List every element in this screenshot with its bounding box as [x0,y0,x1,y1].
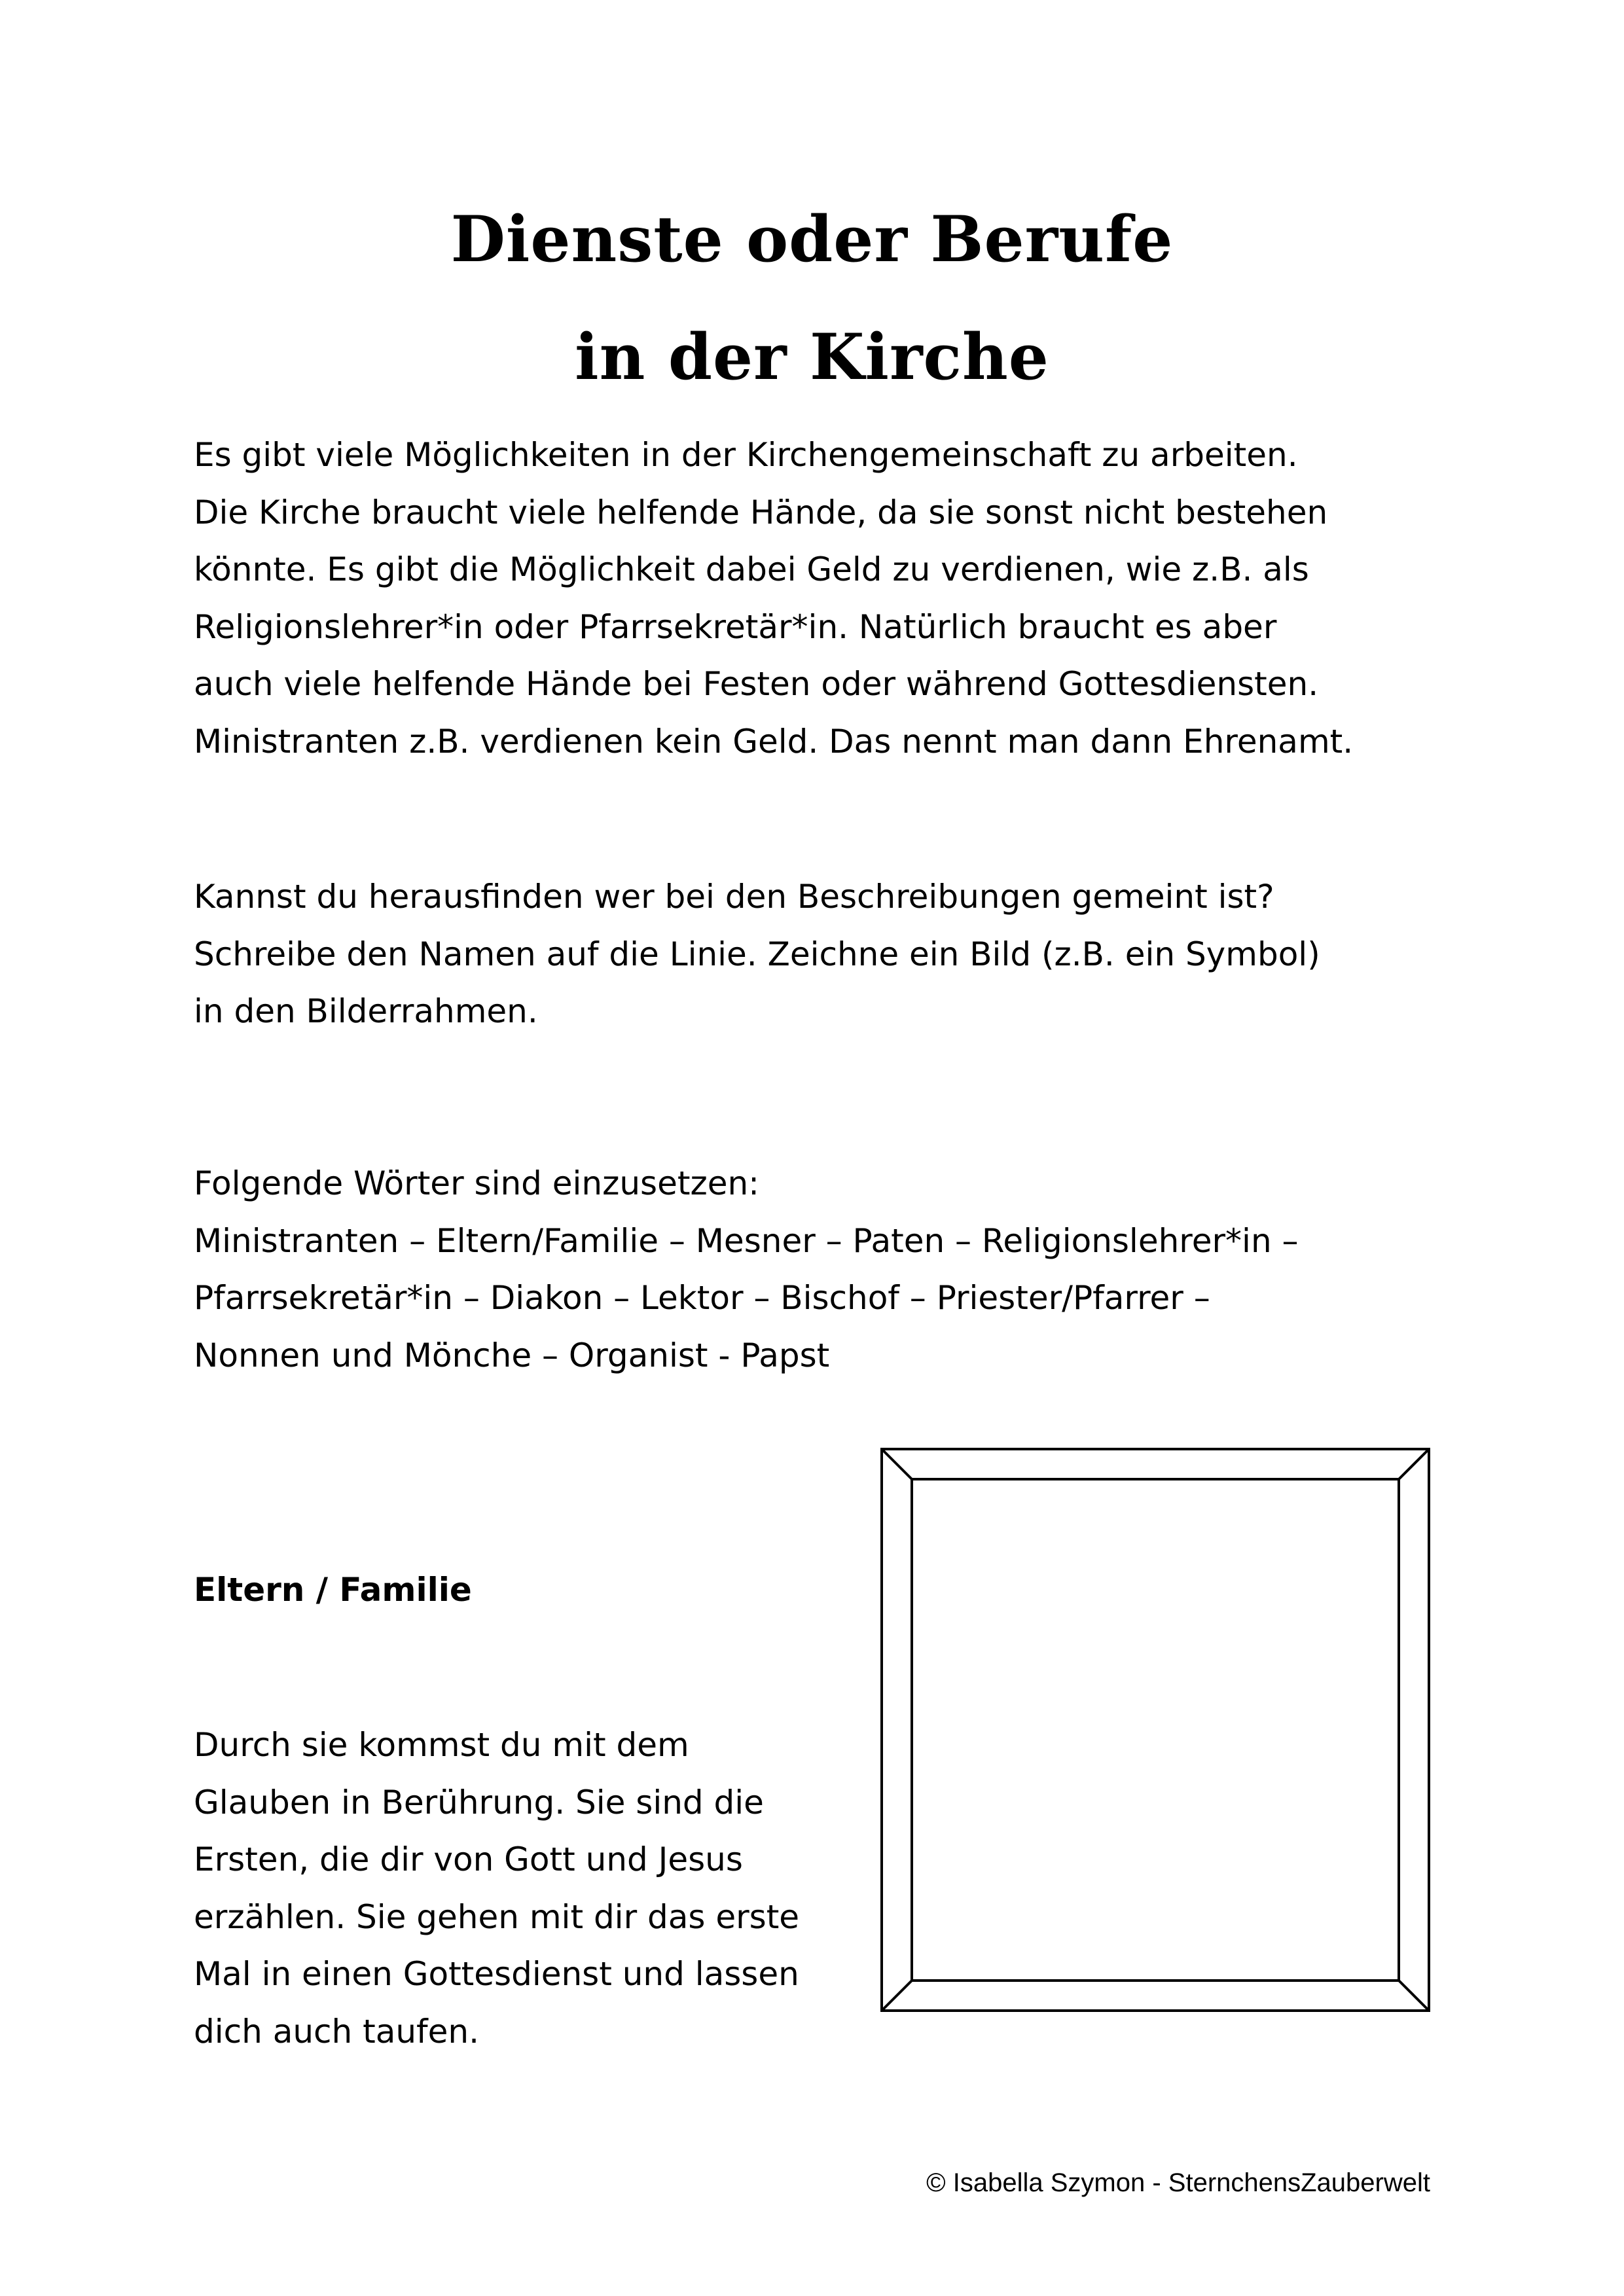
task-instructions [194,869,1320,1041]
word-bank-line: Pfarrsekretär*in – Diakon – Lektor – Bischof – Priester/Pfarrer – [194,1279,1210,1317]
description-line: erzählen. Sie gehen mit dir das erste [194,1897,800,1936]
intro-paragraph [194,427,1353,770]
description-line: Glauben in Berührung. Sie sind die [194,1783,764,1821]
intro-line: Es gibt viele Möglichkeiten in der Kirchengemeinschaft zu arbeiten. [194,436,1298,474]
task-line: Kannst du herausfinden wer bei den Beschreibungen gemeint ist? [194,878,1274,916]
frame-miter-top-right [1399,1449,1429,1479]
word-bank-line: Ministranten – Eltern/Familie – Mesner – Paten – Religionslehrer*in – [194,1221,1299,1260]
task-line: Schreibe den Namen auf die Linie. Zeichne ein Bild (z.B. ein Symbol) [194,935,1320,973]
intro-line: Religionslehrer*in oder Pfarrsekretär*in. Natürlich braucht es aber [194,607,1277,646]
frame-miter-bottom-left [882,1981,912,2011]
section-description [194,1717,799,2060]
word-bank-line: Nonnen und Mönche – Organist - Papst [194,1336,830,1374]
frame-outer-border [882,1449,1429,2011]
description-line: Durch sie kommst du mit dem [194,1726,689,1764]
description-line: dich auch taufen. [194,2012,479,2051]
picture-frame-graphic [880,1448,1430,2012]
copyright-notice: © Isabella Szymon - SternchensZauberwelt [926,2168,1430,2197]
intro-line: auch viele helfende Hände bei Festen oder während Gottesdiensten. [194,665,1319,703]
intro-line: Ministranten z.B. verdienen kein Geld. Das nennt man dann Ehrenamt. [194,722,1354,761]
picture-frame[interactable] [880,1448,1430,2012]
frame-inner-border [912,1479,1399,1981]
intro-line: Die Kirche braucht viele helfende Hände, da sie sonst nicht bestehen [194,493,1328,531]
intro-line: könnte. Es gibt die Möglichkeit dabei Geld zu verdienen, wie z.B. als [194,550,1309,588]
section-heading: Eltern / Familie [194,1571,472,1609]
page-title-line-2: in der Kirche [575,320,1049,394]
task-line: in den Bilderrahmen. [194,992,538,1030]
description-line: Mal in einen Gottesdienst und lassen [194,1955,799,1993]
frame-miter-bottom-right [1399,1981,1429,2011]
page-title-line-1: Dienste oder Berufe [450,202,1174,276]
word-bank [194,1155,1299,1384]
word-bank-heading: Folgende Wörter sind einzusetzen: [194,1164,760,1202]
frame-miter-top-left [882,1449,912,1479]
description-line: Ersten, die dir von Gott und Jesus [194,1840,743,1878]
